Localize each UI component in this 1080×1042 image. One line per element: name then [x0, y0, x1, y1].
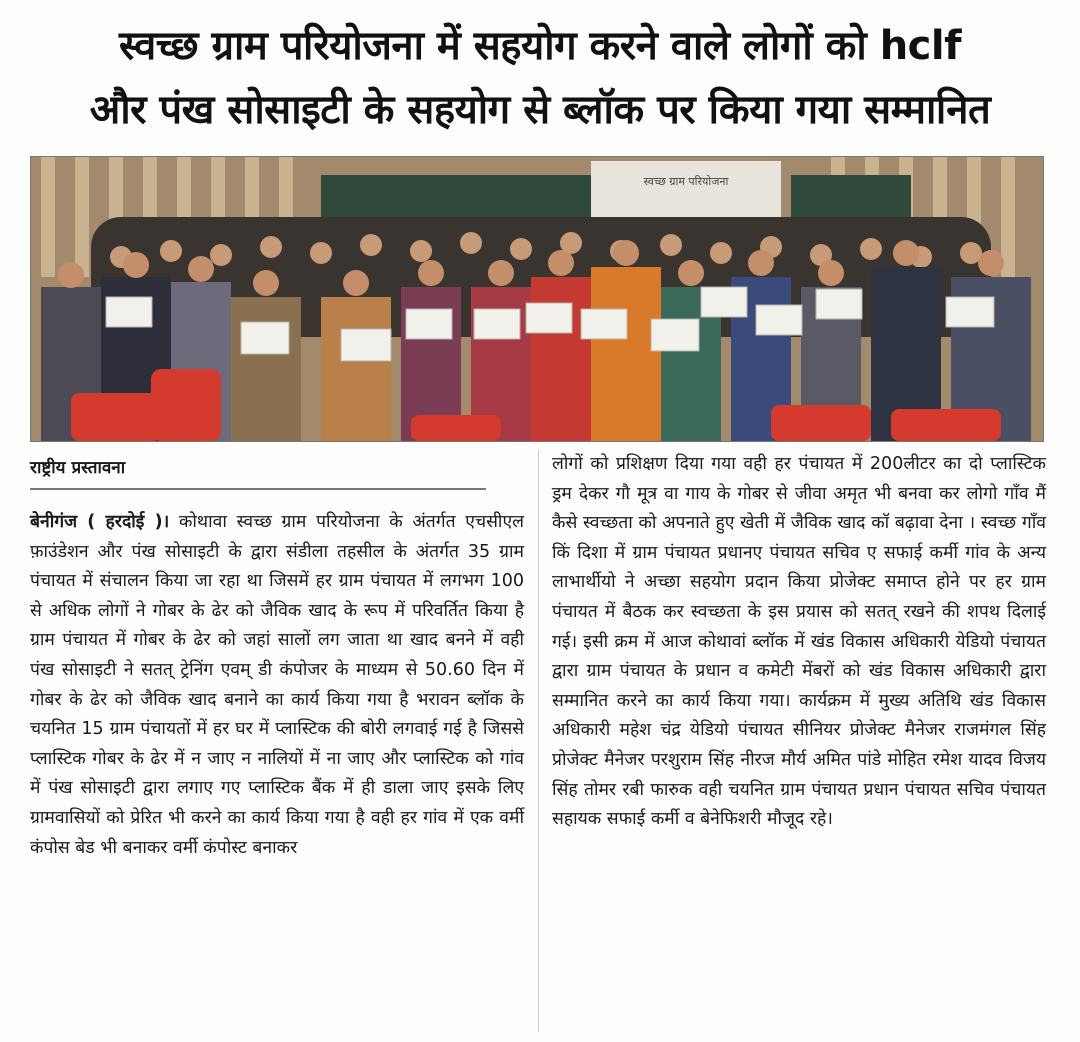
news-photo	[30, 156, 1044, 442]
article-column-left	[30, 508, 524, 863]
headline	[14, 14, 1066, 142]
article-column-right	[552, 450, 1046, 835]
headline-line-2: और पंख सोसाइटी के सहयोग से ब्लॉक पर किया गया सम्मानित	[89, 87, 991, 133]
headline-line-1: स्वच्छ ग्राम परियोजना में सहयोग करने वाले लोगों को hclf	[119, 23, 961, 69]
column-divider	[538, 450, 539, 1032]
banner-text: स्वच्छ ग्राम परियोजना	[643, 175, 729, 188]
byline: राष्ट्रीय प्रस्तावना	[30, 455, 486, 490]
article-right-body: लोगों को प्रशिक्षण दिया गया वही हर पंचायत में 200लीटर का दो प्लास्टिक ड्रम देकर गौ मूत्र वा गाय के गोबर से जीवा अमृत भी बनवा कर लोगो गाँव मैं कैसे स्वच्छता को अपनाते हुए खेती में जैविक खाद कॉ बढ़ावा देना । स्वच्छ गाँव किं दिशा में ग्राम पंचायत प्रधानए पंचायत सचिव ए सफाई कर्मी गांव के अन्य लाभार्थीयो ने अच्छा सहयोग प्रदान किया प्रोजेक्ट समाप्त होने पर हर ग्राम पंचायत में बैठक कर स्वच्छता के इस प्रयास को सतत् रखने की शपथ दिलाई गई। इसी क्रम में आज कोथावां ब्लॉक में खंड विकास अधिकारी येडियो पंचायत द्वारा ग्राम पंचायत के प्रधान व कमेटी मेंबरों को खंड विकास अधिकारी द्वारा सम्मानित करने का कार्य किया गया। कार्यक्रम में मुख्य अतिथि खंड विकास अधिकारी महेश चंद्र येडियो पंचायत सीनियर प्रोजेक्ट मैनेजर राजमंगल सिंह प्रोजेक्ट मैनेजर परशुराम सिंह नीरज मौर्य अमित पांडे मोहित रमेश यादव विजय सिंह तोमर रबी फारुक वही चयनित ग्राम पंचायत प्रधान पंचायत सचिव पंचायत सहायक सफाई कर्मी व बेनेफिशरी मौजूद रहे।	[552, 454, 1046, 830]
group-photo-illustration	[31, 157, 1043, 441]
dateline: बेनीगंज ( हरदोई )।	[30, 512, 170, 532]
article-left-body: कोथावा स्वच्छ ग्राम परियोजना के अंतर्गत एचसीएल फ़ाउंडेशन और पंख सोसाइटी के द्वारा संडीला तहसील के अंतर्गत 35 ग्राम पंचायत में संचालन किया जा रहा था जिसमें हर ग्राम पंचायत में लगभग 100 से अधिक लोगों ने गोबर के ढेर को जैविक खाद के रूप में परिवर्तित किया है ग्राम पंचायत में गोबर के ढेर को जहां सालों लग जाता था खाद बनने में वही पंख सोसाइटी ने सतत् ट्रेनिंग एवम् डी कंपोजर के माध्यम से 50.60 दिन में गोबर के ढेर को जैविक खाद बनाने का कार्य किया गया है भरावन ब्लॉक के चयनित 15 ग्राम पंचायतों में हर घर में प्लास्टिक की बोरी लगवाई गई है जिससे प्लास्टिक गोबर के ढेर में न जाए न नालियों में ना जाए और प्लास्टिक को गांव में पंख सोसाइटी द्वारा लगाए गए प्लास्टिक बैंक में ही डाला जाए इसके लिए ग्रामवासियों को प्रेरित भी करने का कार्य किया गया है वही हर गांव में एक वर्मी कंपोस बेड भी बनाकर वर्मी कंपोस्ट बनाकर	[30, 512, 524, 858]
